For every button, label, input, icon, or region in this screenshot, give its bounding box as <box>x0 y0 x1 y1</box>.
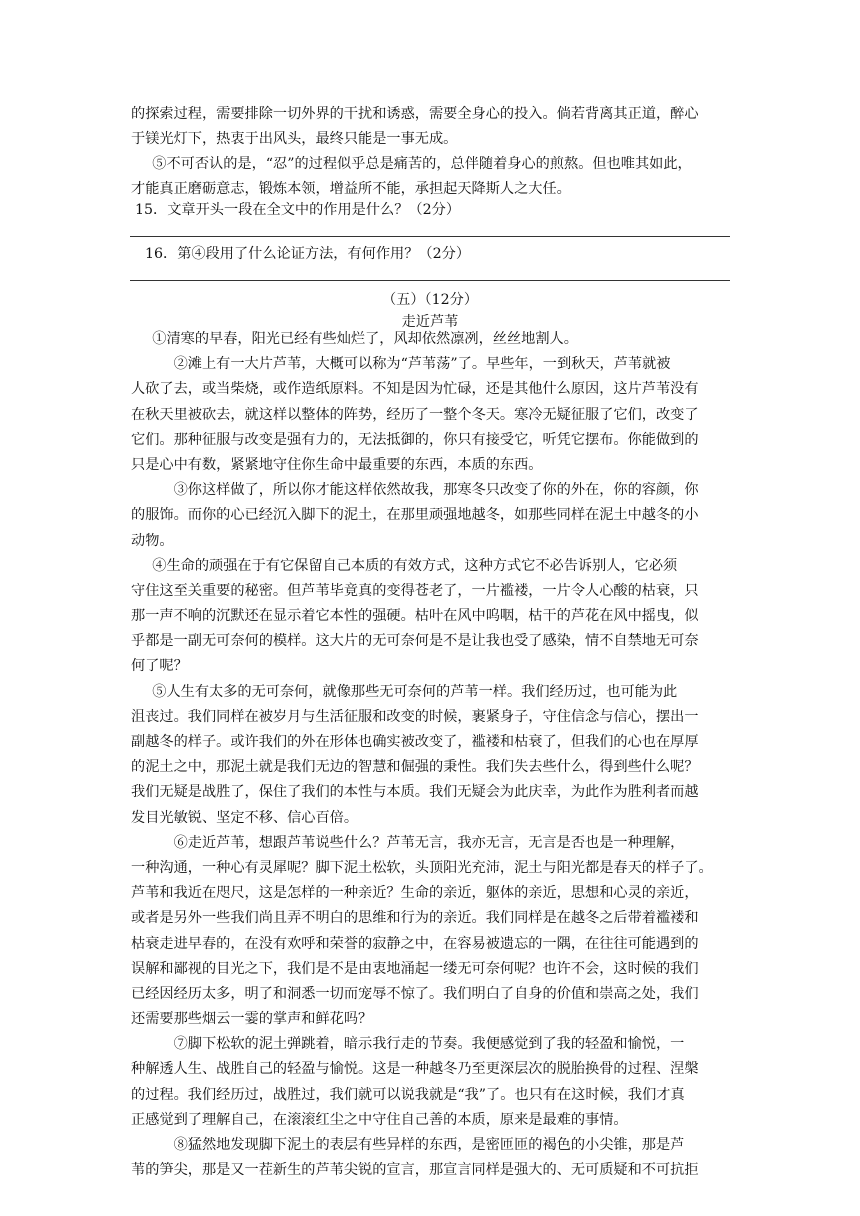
text-line: ②滩上有一大片芦苇，大概可以称为“芦苇荡”了。早些年，一到秋天，芦苇就被 <box>173 356 671 373</box>
text-line: 正感觉到了理解自己，在滚滚红尘之中守住自己善的本质，原来是最难的事情。 <box>131 1111 628 1128</box>
essay-paragraph-4 <box>131 554 729 680</box>
text-line: 已经因经历太多，明了和洞悉一切而宠辱不惊了。我们明白了自身的价值和崇高之处，我们 <box>131 985 699 1002</box>
text-line: 枯衰走进早春的，在没有欢呼和荣誉的寂静之中，在容易被遗忘的一隅，在往往可能遇到的 <box>131 935 699 952</box>
text-line: 只是心中有数，紧紧地守住你生命中最重要的东西，本质的东西。 <box>131 456 543 473</box>
text-line: ⑦脚下松软的泥土弹跳着，暗示我行走的节奏。我便感觉到了我的轻盈和愉悦，一 <box>173 1036 685 1053</box>
text-line: 副越冬的样子。或许我们的外在形体也确实被改变了，褴褛和枯衰了，但我们的心也在厚厚 <box>131 734 699 750</box>
text-line: 何了呢？ <box>131 658 188 675</box>
text-line: 误解和鄙视的目光之下，我们是不是由衷地涌起一缕无可奈何呢？也许不会，这时候的我们 <box>131 960 699 977</box>
text-line: 一种沟通，一种心有灵犀呢？脚下泥土松软，头顶阳光充沛，泥土与阳光都是春天的样子了。 <box>131 859 713 876</box>
text-line: 在秋天里被砍去，就这样以整体的阵势，经历了一整个冬天。寒冷无疑征服了它们，改变了 <box>131 406 699 423</box>
essay-body <box>131 327 729 1183</box>
text-line: 苇的笋尖，那是又一茬新生的芦苇尖锐的宣言，那宣言同样是强大的、无可质疑和不可抗拒 <box>131 1162 699 1179</box>
text-line: 的探索过程，需要排除一切外界的干扰和诱惑，需要全身心的投入。倘若背离其正道，醉心 <box>131 106 699 122</box>
text-line: 沮丧过。我们同样在被岁月与生活征服和改变的时候，裹紧身子，守住信念与信心，摆出一 <box>131 708 699 725</box>
answer-line-q16 <box>130 280 730 281</box>
text-line: 人砍了去，或当柴烧，或作造纸原料。不知是因为忙碌，还是其他什么原因，这片芦苇没有 <box>131 381 699 398</box>
text-line: ⑤人生有太多的无可奈何，就像那些无可奈何的芦苇一样。我们经历过，也可能为此 <box>152 683 678 700</box>
text-line: 或者是另外一些我们尚且弄不明白的思维和行为的亲近。我们同样是在越冬之后带着褴褛和 <box>131 910 699 927</box>
text-line: ④生命的顽强在于有它保留自己本质的有效方式，这种方式它不必告诉别人，它必须 <box>152 557 678 574</box>
text-line: 乎都是一副无可奈何的模样。这大片的无可奈何是不是让我也受了感染，情不自禁地无可奈 <box>131 633 699 650</box>
text-line: 于镁光灯下，热衷于出风头，最终只能是一事无成。 <box>131 131 458 148</box>
question-15: 15．文章开头一段在全文中的作用是什么？（2分） <box>135 202 461 218</box>
essay-paragraph-1: ①清寒的早春，阳光已经有些灿烂了，风却依然凛冽，丝丝地割人。 <box>152 331 578 347</box>
essay-paragraph-3 <box>131 478 729 554</box>
text-line: 那一声不响的沉默还在显示着它本性的强硬。枯叶在风中呜咽，枯干的芦花在风中摇曳，似 <box>131 608 699 625</box>
text-line: 的服饰。而你的心已经沉入脚下的泥土，在那里顽强地越冬，如那些同样在泥土中越冬的小 <box>131 507 699 524</box>
text-line: ⑤不可否认的是，“忍”的过程似乎总是痛苦的，总伴随着身心的煎熬。但也唯其如此， <box>152 156 692 172</box>
paragraph-4-tail <box>131 102 729 152</box>
paragraph-5 <box>131 152 729 202</box>
text-line: 我们无疑是战胜了，保住了我们的本性与本质。我们无疑会为此庆幸，为此作为胜利者而越 <box>131 784 699 801</box>
essay-paragraph-6 <box>131 831 729 1033</box>
essay-paragraph-8 <box>131 1133 729 1183</box>
text-line: 动物。 <box>131 532 174 549</box>
text-line: 它们。那种征服与改变是强有力的，无法抵御的，你只有接受它，听凭它摆布。你能做到的 <box>131 431 699 448</box>
answer-line-q15 <box>130 236 730 237</box>
text-line: ⑥走近芦苇，想跟芦苇说些什么？芦苇无言，我亦无言，无言是否也是一种理解， <box>173 834 685 851</box>
essay-paragraph-7 <box>131 1032 729 1133</box>
essay-paragraph-2 <box>131 352 729 478</box>
text-line: 种解透人生、战胜自己的轻盈与愉悦。这是一种越冬乃至更深层次的脱胎换骨的过程、涅槃 <box>131 1061 699 1078</box>
essay-title: 走近芦苇 <box>401 314 459 330</box>
question-16: 16．第④段用了什么论证方法，有何作用？（2分） <box>145 246 471 262</box>
text-line: 才能真正磨砺意志，锻炼本领，增益所不能，承担起天降斯人之大任。 <box>131 181 571 198</box>
text-line: ⑧猛然地发现脚下泥土的表层有些异样的东西，是密匝匝的褐色的小尖锥，那是芦 <box>173 1137 685 1153</box>
text-line: 芦苇和我近在咫尺，这是怎样的一种亲近？生命的亲近，躯体的亲近，思想和心灵的亲近， <box>131 885 699 902</box>
text-line: 发目光敏锐、坚定不移、信心百倍。 <box>131 809 359 826</box>
essay-paragraph-5 <box>131 680 729 831</box>
text-line: 守住这至关重要的秘密。但芦苇毕竟真的变得苍老了，一片褴褛，一片令人心酸的枯衰，只 <box>131 582 699 599</box>
text-line: 还需要那些烟云一霎的掌声和鲜花吗？ <box>131 1011 373 1028</box>
text-line: 的过程。我们经历过，战胜过，我们就可以说我就是“我”了。也只有在这时候，我们才真 <box>131 1086 685 1103</box>
section-heading: （五）（12分） <box>381 292 479 308</box>
text-line: ③你这样做了，所以你才能这样依然故我，那寒冬只改变了你的外在，你的容颜，你 <box>173 482 699 499</box>
text-line: 的泥土之中，那泥土就是我们无边的智慧和倔强的秉性。我们失去些什么，得到些什么呢？ <box>131 759 699 776</box>
